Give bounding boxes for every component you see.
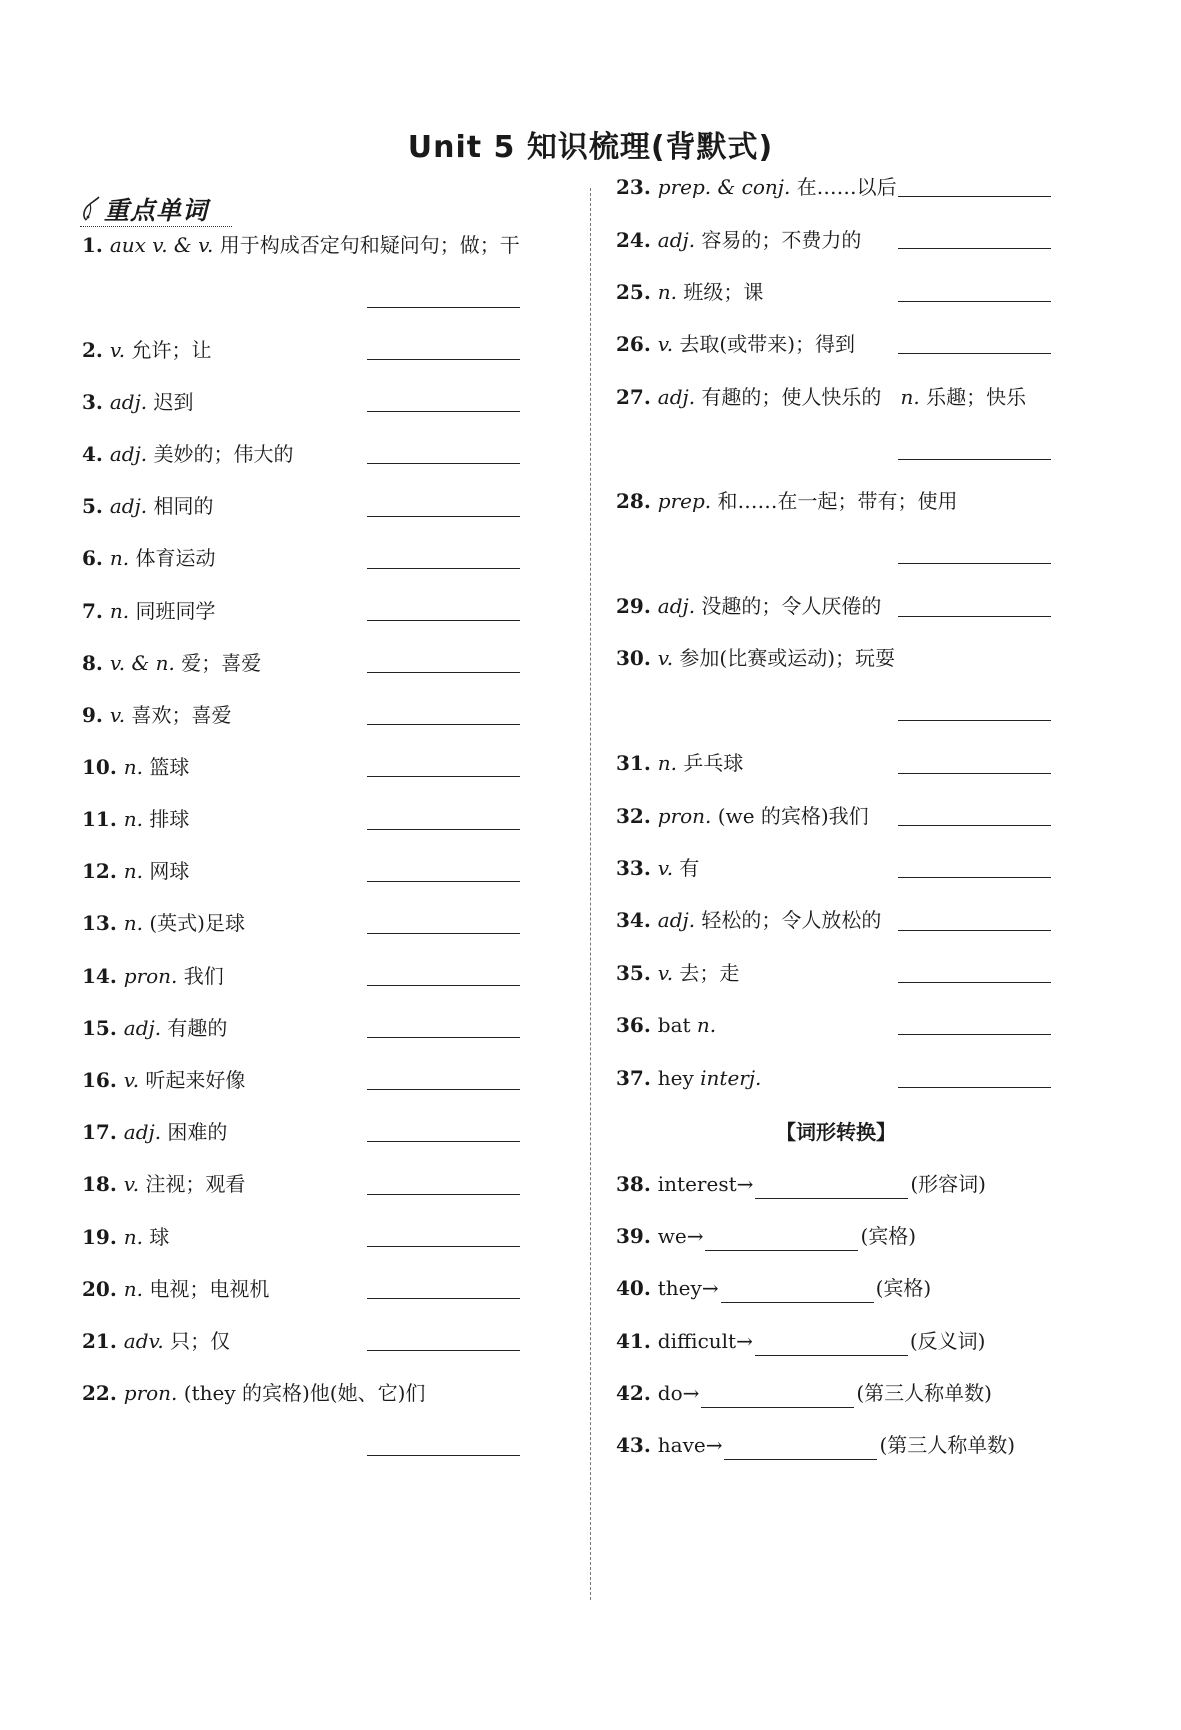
answer-blank[interactable] <box>367 724 520 725</box>
conversion-hint: (反义词) <box>909 1329 986 1353</box>
part-of-speech: interj. <box>700 1066 762 1090</box>
vocab-item <box>616 853 1056 883</box>
base-word: do→ <box>657 1381 700 1405</box>
vocab-item <box>616 277 1056 307</box>
answer-blank[interactable] <box>898 616 1051 617</box>
part-of-speech: n. <box>657 751 684 775</box>
part-of-speech: pron. <box>123 1381 184 1405</box>
part-of-speech: v. <box>657 856 680 880</box>
definition: 篮球 <box>149 755 190 779</box>
answer-blank[interactable] <box>898 720 1051 721</box>
vocab-item <box>82 596 522 626</box>
conversion-hint: (形容词) <box>910 1172 986 1196</box>
vocab-item <box>616 801 1056 831</box>
answer-blank[interactable] <box>367 1455 520 1456</box>
item-number: 40. <box>616 1276 658 1300</box>
vocab-item <box>616 643 1056 673</box>
answer-blank[interactable] <box>724 1437 877 1460</box>
definition: 有趣的 <box>167 1016 228 1040</box>
part-of-speech: v. <box>123 1172 146 1196</box>
definition: 去；走 <box>679 961 740 985</box>
base-word: have→ <box>657 1433 723 1457</box>
answer-blank[interactable] <box>898 248 1051 249</box>
part-of-speech: v. <box>657 961 680 985</box>
definition: 网球 <box>149 859 190 883</box>
item-number: 31. <box>616 751 658 775</box>
answer-blank[interactable] <box>367 1037 520 1038</box>
part-of-speech: n. <box>109 599 136 623</box>
part-of-speech: pron. <box>123 964 184 988</box>
item-number: 4. <box>82 442 110 466</box>
answer-blank[interactable] <box>367 620 520 621</box>
answer-blank[interactable] <box>367 359 520 360</box>
vocab-item <box>82 335 522 365</box>
item-number: 43. <box>616 1433 658 1457</box>
answer-blank[interactable] <box>367 933 520 934</box>
part-of-speech: adj. <box>123 1120 168 1144</box>
item-number: 6. <box>82 546 110 570</box>
part-of-speech: n. <box>900 385 927 409</box>
answer-blank[interactable] <box>898 982 1051 983</box>
answer-blank[interactable] <box>898 459 1051 460</box>
answer-blank[interactable] <box>367 881 520 882</box>
vocab-item <box>82 961 522 991</box>
answer-blank[interactable] <box>367 1298 520 1299</box>
answer-blank[interactable] <box>898 353 1051 354</box>
item-number: 14. <box>82 964 124 988</box>
part-of-speech: adj. <box>109 390 154 414</box>
item-number: 42. <box>616 1381 658 1405</box>
item-number: 25. <box>616 280 658 304</box>
answer-blank[interactable] <box>701 1385 854 1408</box>
vocab-item <box>82 1117 522 1147</box>
vocab-item <box>82 700 522 730</box>
part-of-speech: prep. & conj. <box>657 175 797 199</box>
answer-blank[interactable] <box>721 1280 874 1303</box>
conversion-hint: (第三人称单数) <box>879 1433 1016 1457</box>
conversion-item <box>616 1430 1015 1460</box>
answer-blank[interactable] <box>367 463 520 464</box>
part-of-speech: aux v. & v. <box>109 233 220 257</box>
part-of-speech: n. <box>123 807 150 831</box>
item-number: 32. <box>616 804 658 828</box>
part-of-speech: n. <box>657 280 684 304</box>
definition: 容易的；不费力的 <box>701 228 862 252</box>
item-word: bat <box>657 1013 697 1037</box>
item-number: 10. <box>82 755 124 779</box>
definition: (they 的宾格)他(她、它)们 <box>183 1381 426 1405</box>
item-number: 30. <box>616 646 658 670</box>
part-of-speech: n. <box>123 1225 150 1249</box>
answer-blank[interactable] <box>367 1246 520 1247</box>
item-number: 20. <box>82 1277 124 1301</box>
item-number: 18. <box>82 1172 124 1196</box>
conversion-hint: (第三人称单数) <box>856 1381 992 1405</box>
item-number: 36. <box>616 1013 658 1037</box>
definition: (we 的宾格)我们 <box>717 804 869 828</box>
definition: 乐趣；快乐 <box>926 385 1027 409</box>
definition: 注视；观看 <box>145 1172 246 1196</box>
definition: 允许；让 <box>131 338 212 362</box>
definition: 爱；喜爱 <box>181 651 262 675</box>
answer-blank[interactable] <box>898 1087 1051 1088</box>
base-word: we→ <box>657 1224 704 1248</box>
item-number: 23. <box>616 175 658 199</box>
item-number: 1. <box>82 233 110 257</box>
section-label: 重点单词 <box>104 196 209 225</box>
part-of-speech: adj. <box>657 228 702 252</box>
answer-blank[interactable] <box>898 773 1051 774</box>
item-number: 15. <box>82 1016 124 1040</box>
definition: 迟到 <box>153 390 194 414</box>
vocab-item <box>82 1013 522 1043</box>
part-of-speech: adj. <box>109 442 154 466</box>
part-of-speech: n. <box>109 546 136 570</box>
conversion-item <box>616 1378 992 1408</box>
definition: 在……以后 <box>796 175 897 199</box>
item-number: 11. <box>82 807 124 831</box>
vocab-item <box>616 486 1056 516</box>
part-of-speech: prep. <box>657 489 718 513</box>
definition: 和……在一起；带有；使用 <box>717 489 958 513</box>
item-number: 13. <box>82 911 124 935</box>
answer-blank[interactable] <box>367 1089 520 1090</box>
item-number: 27. <box>616 385 658 409</box>
item-number: 17. <box>82 1120 124 1144</box>
answer-blank[interactable] <box>367 776 520 777</box>
vocab-item <box>616 382 1056 412</box>
answer-blank[interactable] <box>898 877 1051 878</box>
base-word: difficult→ <box>657 1329 753 1353</box>
column-divider <box>590 188 591 1600</box>
definition: 球 <box>149 1225 170 1249</box>
part-of-speech: v. <box>123 1068 146 1092</box>
vocab-item <box>82 1326 522 1356</box>
vocab-item <box>82 387 522 417</box>
part-of-speech: adj. <box>123 1016 168 1040</box>
answer-blank[interactable] <box>367 411 520 412</box>
item-number: 24. <box>616 228 658 252</box>
definition: 只；仅 <box>170 1329 231 1353</box>
vocab-item <box>82 1378 522 1408</box>
item-number: 5. <box>82 494 110 518</box>
vocab-item <box>82 230 522 260</box>
item-number: 33. <box>616 856 658 880</box>
answer-blank[interactable] <box>367 516 520 517</box>
base-word: they→ <box>657 1276 719 1300</box>
item-number: 2. <box>82 338 110 362</box>
definition: 乒乓球 <box>683 751 744 775</box>
answer-blank[interactable] <box>367 672 520 673</box>
section-heading <box>80 188 232 227</box>
part-of-speech: adj. <box>109 494 154 518</box>
part-of-speech: n. <box>123 1277 150 1301</box>
definition: 没趣的；令人厌倦的 <box>701 594 882 618</box>
definition: 同班同学 <box>135 599 216 623</box>
item-number: 39. <box>616 1224 658 1248</box>
part-of-speech: adj. <box>657 908 702 932</box>
answer-blank[interactable] <box>755 1176 908 1199</box>
conversion-hint: (宾格) <box>860 1224 917 1248</box>
item-number: 9. <box>82 703 110 727</box>
answer-blank[interactable] <box>705 1228 858 1251</box>
subsection-heading: 【词形转换】 <box>776 1120 896 1144</box>
base-word: interest→ <box>657 1172 754 1196</box>
part-of-speech: v. <box>109 338 132 362</box>
item-number: 16. <box>82 1068 124 1092</box>
item-number: 12. <box>82 859 124 883</box>
part-of-speech: v. <box>109 703 132 727</box>
item-number: 28. <box>616 489 658 513</box>
definition: (英式)足球 <box>149 911 245 935</box>
answer-blank[interactable] <box>367 568 520 569</box>
answer-blank[interactable] <box>367 829 520 830</box>
item-number: 35. <box>616 961 658 985</box>
item-number: 26. <box>616 332 658 356</box>
definition: 去取(或带来)；得到 <box>679 332 856 356</box>
part-of-speech: v. <box>657 646 680 670</box>
definition: 听起来好像 <box>145 1068 246 1092</box>
item-number: 3. <box>82 390 110 414</box>
part-of-speech: adj. <box>657 594 702 618</box>
definition: 相同的 <box>153 494 214 518</box>
answer-blank[interactable] <box>755 1333 908 1356</box>
definition: 喜欢；喜爱 <box>131 703 232 727</box>
item-number: 22. <box>82 1381 124 1405</box>
definition: 困难的 <box>167 1120 228 1144</box>
definition: 用于构成否定句和疑问句；做；干 <box>219 233 520 257</box>
definition: 轻松的；令人放松的 <box>701 908 882 932</box>
item-number: 29. <box>616 594 658 618</box>
answer-blank[interactable] <box>898 930 1051 931</box>
vocab-item <box>616 172 1056 202</box>
definition: 班级；课 <box>683 280 764 304</box>
vocab-item <box>82 752 522 782</box>
item-number: 19. <box>82 1225 124 1249</box>
part-of-speech: n. <box>123 755 150 779</box>
answer-blank[interactable] <box>898 563 1051 564</box>
vocab-item <box>82 648 522 678</box>
item-number: 37. <box>616 1066 658 1090</box>
conversion-item <box>616 1273 931 1303</box>
vocab-item <box>616 225 1056 255</box>
item-number: 8. <box>82 651 110 675</box>
vocab-item <box>616 958 1056 988</box>
vocab-item <box>82 439 522 469</box>
vocab-item <box>82 1274 522 1304</box>
part-of-speech: v. & n. <box>109 651 182 675</box>
answer-blank[interactable] <box>367 307 520 308</box>
item-word: hey <box>657 1066 701 1090</box>
item-number: 7. <box>82 599 110 623</box>
definition: 参加(比赛或运动)；玩耍 <box>679 646 896 670</box>
page-title: Unit 5 知识梳理(背默式) <box>407 130 774 165</box>
answer-blank[interactable] <box>367 1350 520 1351</box>
item-number: 38. <box>616 1172 658 1196</box>
part-of-speech: n. <box>123 859 150 883</box>
item-number: 34. <box>616 908 658 932</box>
vocab-item <box>616 329 1056 359</box>
definition: 电视；电视机 <box>149 1277 270 1301</box>
conversion-item <box>616 1221 916 1251</box>
pen-icon <box>80 196 102 222</box>
part-of-speech: n. <box>123 911 150 935</box>
part-of-speech: pron. <box>657 804 718 828</box>
answer-blank[interactable] <box>898 196 1051 197</box>
conversion-hint: (宾格) <box>875 1276 932 1300</box>
vocab-item <box>616 1063 1056 1093</box>
answer-blank[interactable] <box>367 985 520 986</box>
part-of-speech: v. <box>657 332 680 356</box>
conversion-item <box>616 1169 986 1199</box>
definition: 排球 <box>149 807 190 831</box>
part-of-speech: n. <box>696 1013 717 1037</box>
definition: 有 <box>679 856 700 880</box>
definition: 我们 <box>183 964 224 988</box>
definition: 有趣的；使人快乐的 <box>701 385 882 409</box>
answer-blank[interactable] <box>367 1141 520 1142</box>
part-of-speech: adj. <box>657 385 702 409</box>
answer-blank[interactable] <box>898 301 1051 302</box>
definition: 体育运动 <box>135 546 216 570</box>
answer-blank[interactable] <box>898 1034 1051 1035</box>
part-of-speech: adv. <box>123 1329 171 1353</box>
item-number: 21. <box>82 1329 124 1353</box>
answer-blank[interactable] <box>898 825 1051 826</box>
item-number: 41. <box>616 1329 658 1353</box>
vocab-item <box>616 1010 1056 1040</box>
answer-blank[interactable] <box>367 1194 520 1195</box>
conversion-item <box>616 1326 985 1356</box>
definition: 美妙的；伟大的 <box>153 442 294 466</box>
vocab-item <box>82 1222 522 1252</box>
vocab-item <box>82 1065 522 1095</box>
